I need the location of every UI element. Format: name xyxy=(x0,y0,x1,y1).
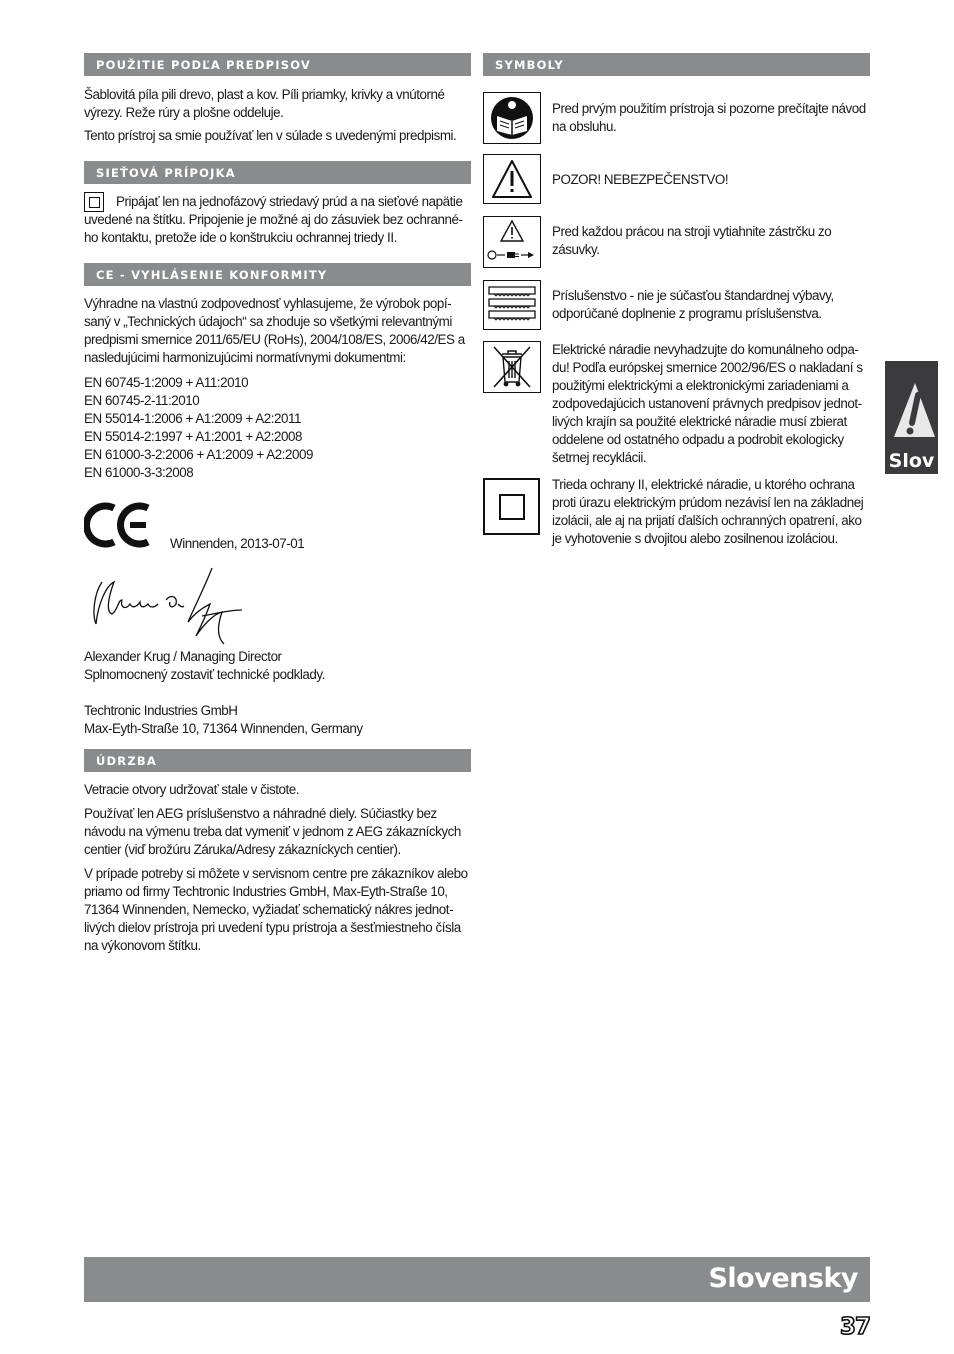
language-side-tab xyxy=(885,361,938,474)
mains-paragraph: uvedené na štítku. Pripojenie je možné aj do zásuviek bez ochranné- ho kontaktu, pretože ide o konštrukciu ochrannej triedy II. xyxy=(84,212,463,245)
place-date: Winnenden, 2013-07-01 xyxy=(170,536,305,551)
usage-paragraph: Tento prístroj sa smie používať len v súlade s uvedenými predpismi. xyxy=(84,128,457,143)
read-manual-icon xyxy=(483,92,541,144)
usage-body xyxy=(84,86,471,145)
standards-list: EN 60745-1:2009 + A11:2010 EN 60745-2-11:2010 EN 55014-1:2006 + A1:2009 + A2:2011 EN 55014-2:1997 + A1:2001 + A2:2008 EN 61000-3-2:2006 + A1:2009 + A2:2009 EN 61000-3-3:2008 xyxy=(84,375,314,480)
symbol-row xyxy=(483,92,870,136)
unplug-warning-icon xyxy=(483,216,541,268)
signature-image xyxy=(84,564,254,650)
warning-triangle-icon xyxy=(483,154,541,204)
exclamation-icon xyxy=(887,379,937,441)
maintenance-heading: ÚDRZBA xyxy=(84,749,471,772)
maintenance-paragraph: Používať len AEG príslušenstvo a náhradné diely. Súčiastky bez návodu na výmenu treba dat vymeniť v jednom z AEG zákazníckych centier (viď brožúru Záruka/Adresy zákazníckych centier). xyxy=(84,806,461,857)
symbol-text: POZOR! NEBEZPEČENSTVO! xyxy=(552,172,729,187)
side-tab-label: Slov xyxy=(888,450,935,472)
maintenance-paragraph: Vetracie otvory udržovať stale v čistote. xyxy=(84,782,300,797)
symbol-text: Trieda ochrany II, elektrické náradie, u ktorého ochrana proti úrazu elektrickým prúdom nezávisí len na základnej izolácii, ale aj na prijatí ďalších ochranných opatrení, ako je vyhotovenie s dvojitou alebo zosilnenou izoláciou. xyxy=(552,477,864,546)
symbol-text: Elektrické náradie nevyhadzujte do komunálneho odpa- du! Podľa európskej smernice 2002/96/ES o nakladaní s použitými elektrickými a elektronickými zariadeniami a zodpovedajúcich ustanovení právnych predpisov jednot- livých krajín sa použité elektrické náradie musí zbierat oddelene od ostatného odpadu a podrobit ekologicky šetrnej recyklácii. xyxy=(552,342,863,465)
page-number: 37 xyxy=(840,1314,871,1340)
ce-date-row xyxy=(84,502,471,558)
maintenance-paragraph: V prípade potreby si môžete v servisnom centre pre zákazníkov alebo priamo od firmy Techtronic Industries GmbH, Max-Eyth-Straße 10, 71364 Winnenden, Nemecko, vyžiadať schematický nákres jednot- livých dielov prístroja pri uvedení typu prístroja a šesťmiestneho čísla na výkonovom štítku. xyxy=(84,866,468,953)
symbol-row xyxy=(483,476,870,548)
left-column xyxy=(84,53,471,955)
usage-paragraph: Šablovitá píla pili drevo, plast a kov. Píli priamky, krivky a vnútorné výrezy. Reže rúry a plošne oddeluje. xyxy=(84,87,445,120)
mains-line1: Pripájať len na jednofázový striedavý prúd a na sieťové napätie xyxy=(116,194,463,209)
symbol-row xyxy=(483,341,870,467)
right-column xyxy=(483,53,870,546)
ce-mark-icon xyxy=(84,502,150,548)
symbol-text: Príslušenstvo - nie je súčasťou štandardnej výbavy, odporúčané doplnenie z programu príslušenstva. xyxy=(552,288,834,321)
crossed-bin-icon xyxy=(483,341,541,393)
company-address: Techtronic Industries GmbH Max-Eyth-Straße 10, 71364 Winnenden, Germany xyxy=(84,703,363,736)
ce-heading: CE - VYHLÁSENIE KONFORMITY xyxy=(84,263,471,286)
symbol-text: Pred každou prácou na stroji vytiahnite zástrčku zo zásuvky. xyxy=(552,224,832,257)
ce-body xyxy=(84,295,471,738)
symbol-row xyxy=(483,154,870,189)
protection-class-ii-icon xyxy=(84,192,104,212)
maintenance-body xyxy=(84,781,471,955)
saw-blades-icon xyxy=(483,280,541,330)
symbol-row xyxy=(483,280,870,323)
footer-language: Slovensky xyxy=(708,1263,858,1294)
symbol-text: Pred prvým použitím prístroja si pozorne prečítajte návod na obsluhu. xyxy=(552,101,866,134)
signatory: Alexander Krug / Managing Director Splnomocnený zostaviť technické podklady. xyxy=(84,649,325,682)
protection-class-ii-icon xyxy=(483,478,540,535)
mains-body xyxy=(84,193,471,247)
symbol-row xyxy=(483,216,870,259)
footer-language-bar xyxy=(84,1257,870,1302)
ce-paragraph: Výhradne na vlastnú zodpovednosť vyhlasujeme, že výrobok popí- saný v „Technických údajoch“ sa zhoduje so všetkými relevantnými predpismi smernice 2011/65/EU (RoHs), 2004/108/ES, 2006/42/ES a nasledujúcimi harmonizujúcimi normatívnymi dokumentmi: xyxy=(84,296,465,365)
symbols-heading: SYMBOLY xyxy=(483,53,870,76)
mains-heading: SIEŤOVÁ PRÍPOJKA xyxy=(84,161,471,184)
usage-heading: POUŽITIE PODĽA PREDPISOV xyxy=(84,53,471,76)
